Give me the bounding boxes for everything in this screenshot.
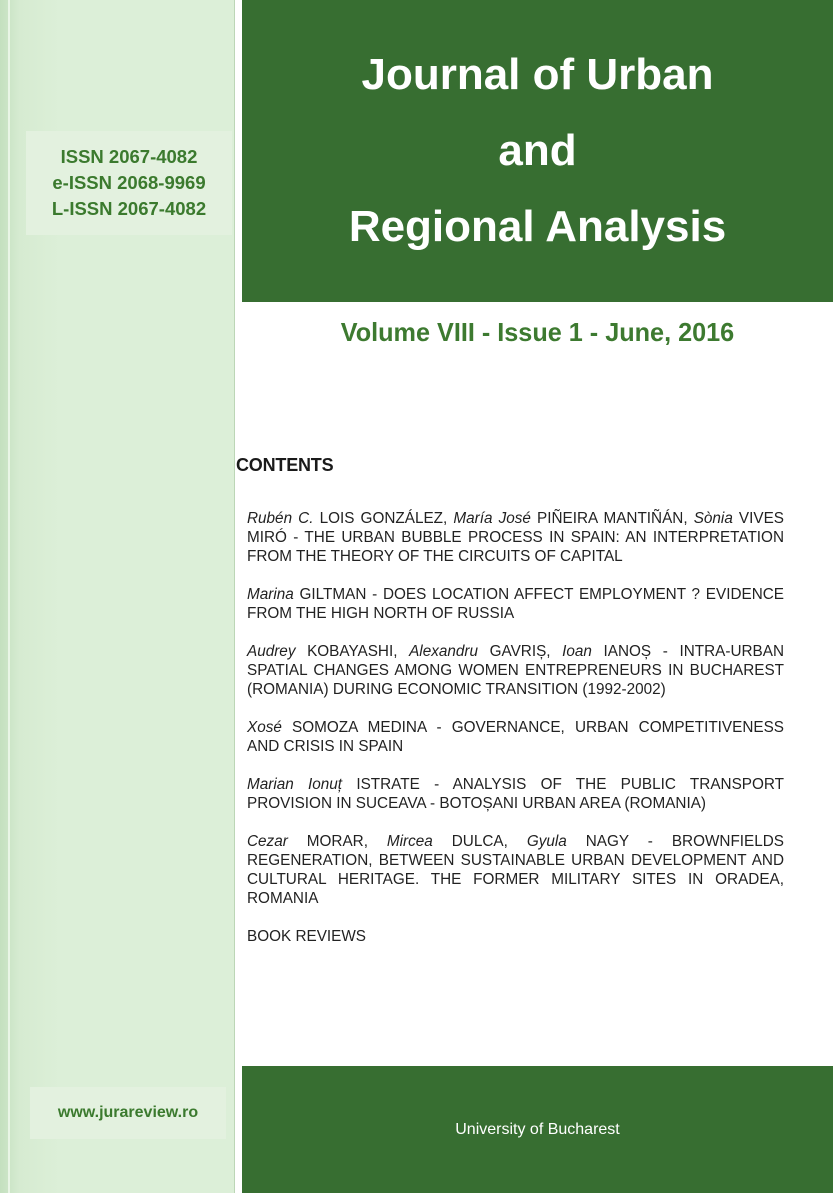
article-text: KOBAYASHI, — [295, 643, 410, 660]
journal-title-line-3: Regional Analysis — [348, 202, 727, 251]
author-given-name: Ioan — [562, 643, 592, 660]
cover-sidebar — [0, 0, 235, 1193]
article-entry[interactable] — [247, 585, 784, 623]
issn-box — [26, 131, 232, 235]
article-entry[interactable] — [247, 832, 784, 908]
article-text: PIÑEIRA MANTIÑÁN, — [530, 510, 694, 527]
author-given-name: Sònia — [693, 510, 733, 527]
author-given-name: Cezar — [247, 833, 288, 850]
article-list — [247, 509, 784, 946]
article-entry[interactable] — [247, 718, 784, 756]
author-given-name: Marina — [247, 586, 294, 603]
article-text: NAGY - BROWNFIELDS REGENERATION, BETWEEN SUSTAINABLE URBAN DEVELOPMENT AND CULTURAL HERITAGE. THE FORMER MILITARY SITES IN ORADEA, ROMANIA — [247, 833, 785, 907]
article-text: GAVRIȘ, — [477, 643, 563, 660]
publisher-name: University of Bucharest — [455, 1120, 620, 1138]
journal-title-line-2: and — [498, 126, 577, 175]
journal-title-banner — [242, 0, 833, 302]
article-text: ISTRATE - ANALYSIS OF THE PUBLIC TRANSPORT PROVISION IN SUCEAVA - BOTOȘANI URBAN AREA (ROMANIA) — [247, 776, 784, 812]
contents-heading: CONTENTS — [236, 455, 334, 475]
article-entry[interactable] — [247, 775, 784, 813]
author-given-name: Mircea — [386, 833, 433, 850]
issn-print: ISSN 2067-4082 — [60, 146, 198, 167]
issn-electronic: e-ISSN 2068-9969 — [52, 172, 206, 193]
article-entry[interactable] — [247, 642, 784, 699]
author-given-name: Alexandru — [409, 643, 478, 660]
article-text: MORAR, — [287, 833, 387, 850]
author-given-name: María José — [453, 510, 531, 527]
book-reviews-entry[interactable]: BOOK REVIEWS — [247, 928, 366, 945]
issue-info: Volume VIII - Issue 1 - June, 2016 — [340, 317, 735, 347]
author-given-name: Marian Ionuț — [247, 776, 343, 793]
journal-title-line-1: Journal of Urban — [361, 50, 714, 99]
article-text: VIVES MIRÓ - THE URBAN BUBBLE PROCESS IN SPAIN: AN INTERPRETATION FROM THE THEORY OF THE CIRCUITS OF CAPITAL — [247, 510, 784, 565]
publisher-banner — [242, 1066, 833, 1193]
author-given-name: Gyula — [526, 833, 567, 850]
author-given-name: Xosé — [247, 719, 282, 736]
author-given-name: Rubén C. — [247, 510, 314, 527]
article-text: DULCA, — [432, 833, 527, 850]
issn-linking: L-ISSN 2067-4082 — [51, 198, 207, 219]
article-container — [247, 509, 784, 908]
article-text: LOIS GONZÁLEZ, — [313, 510, 454, 527]
sidebar-highlight-line — [8, 0, 10, 1193]
article-entry[interactable] — [247, 509, 784, 566]
article-text: IANOȘ - INTRA-URBAN SPATIAL CHANGES AMONG WOMEN ENTREPRENEURS IN BUCHAREST (ROMANIA) DURING ECONOMIC TRANSITION (1992-2002) — [247, 643, 784, 698]
article-text: GILTMAN - DOES LOCATION AFFECT EMPLOYMENT ? EVIDENCE FROM THE HIGH NORTH OF RUSSIA — [247, 586, 784, 622]
website-box — [30, 1087, 226, 1139]
website-link[interactable]: www.jurareview.ro — [57, 1104, 199, 1121]
author-given-name: Audrey — [247, 643, 296, 660]
article-text: SOMOZA MEDINA - GOVERNANCE, URBAN COMPETITIVENESS AND CRISIS IN SPAIN — [247, 719, 784, 755]
